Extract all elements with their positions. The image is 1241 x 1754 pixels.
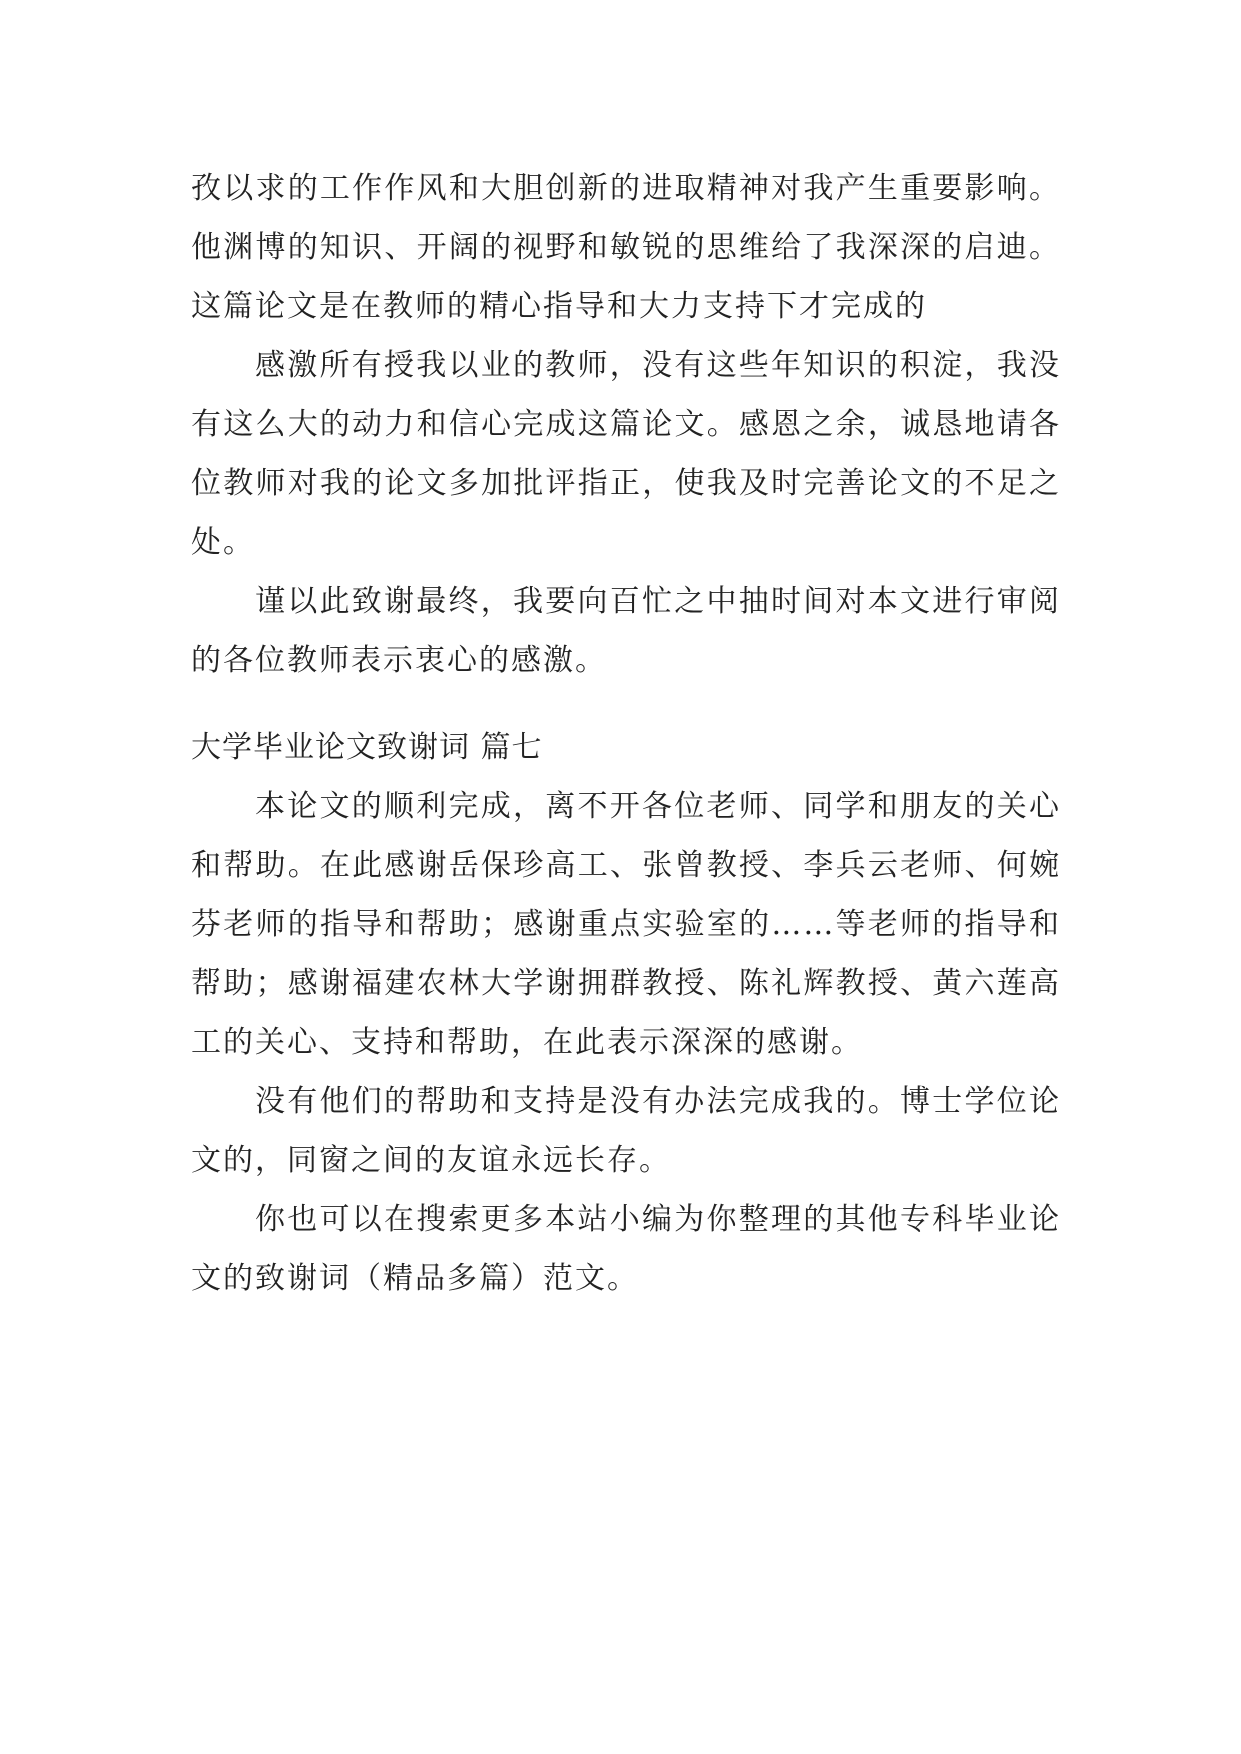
- section-heading: 大学毕业论文致谢词 篇七: [191, 730, 543, 765]
- paragraph-more-articles: 你也可以在搜索更多本站小编为你整理的其他专科毕业论文的致谢词（精品多篇）范文。: [191, 1202, 1061, 1296]
- section-2-body: [191, 718, 1061, 1308]
- paragraph-final-thanks: 谨以此致谢最终，我要向百忙之中抽时间对本文进行审阅的各位教师表示衷心的感激。: [191, 584, 1061, 678]
- section-1-body: [191, 159, 1061, 690]
- paragraph-continuation: 孜以求的工作作风和大胆创新的进取精神对我产生重要影响。他渊博的知识、开阔的视野和敏锐的思维给了我深深的启迪。这篇论文是在教师的精心指导和大力支持下才完成的: [191, 171, 1061, 324]
- paragraph-support: 没有他们的帮助和支持是没有办法完成我的。博士学位论文的，同窗之间的友谊永远长存。: [191, 1084, 1061, 1178]
- paragraph-thanks-teachers: 感激所有授我以业的教师，没有这些年知识的积淀，我没有这么大的动力和信心完成这篇论文。感恩之余，诚恳地请各位教师对我的论文多加批评指正，使我及时完善论文的不足之处。: [191, 348, 1061, 560]
- paragraph-acknowledgements: 本论文的顺利完成，离不开各位老师、同学和朋友的关心和帮助。在此感谢岳保珍高工、张曾教授、李兵云老师、何婉芬老师的指导和帮助；感谢重点实验室的……等老师的指导和帮助；感谢福建农林大学谢拥群教授、陈礼辉教授、黄六莲高工的关心、支持和帮助，在此表示深深的感谢。: [191, 789, 1061, 1060]
